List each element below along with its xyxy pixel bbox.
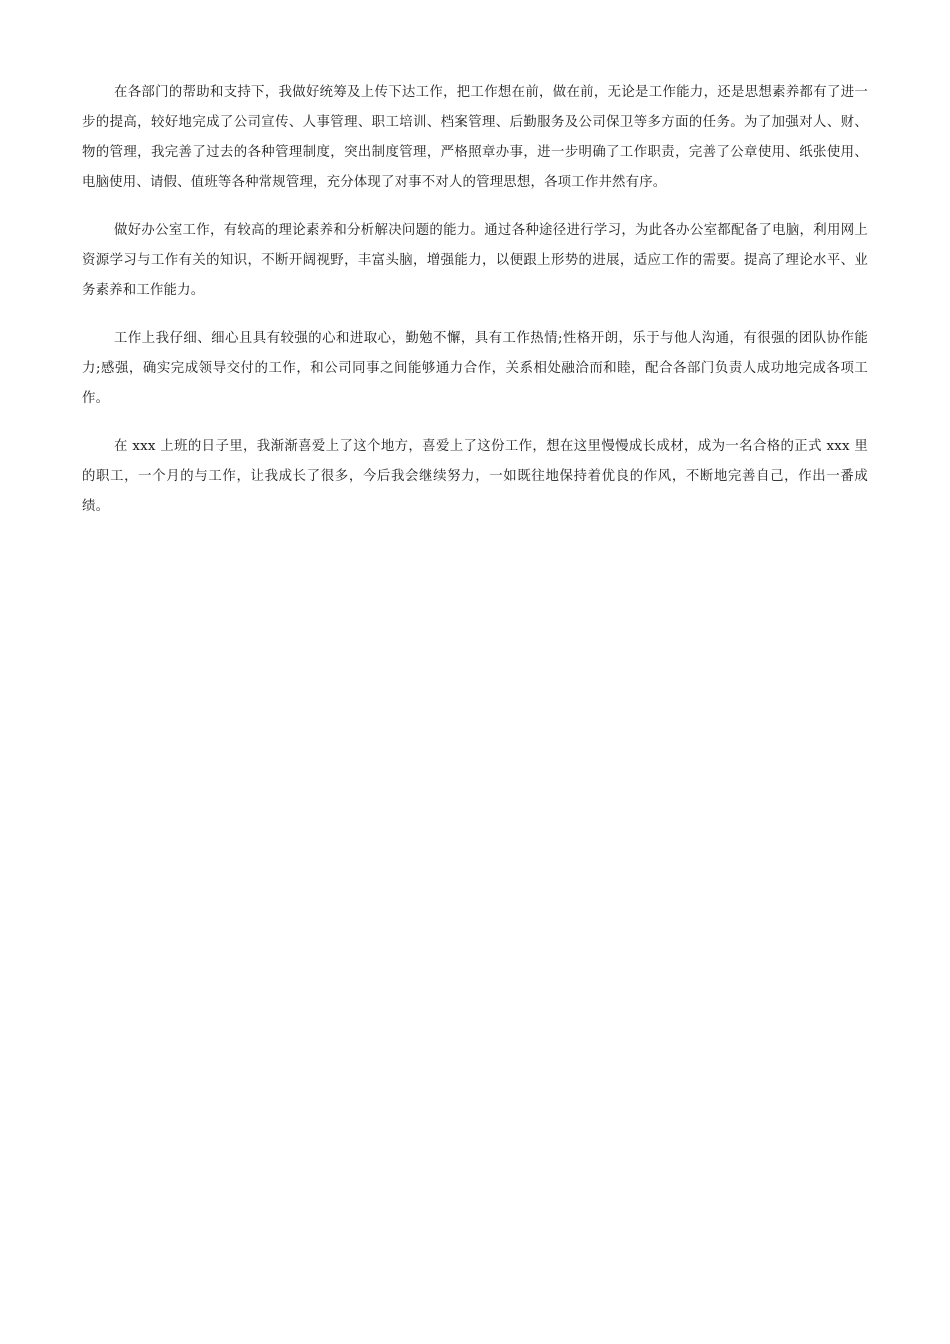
- paragraph-2: 做好办公室工作，有较高的理论素养和分析解决问题的能力。通过各种途径进行学习，为此各办公室都配备了电脑，利用网上资源学习与工作有关的知识，不断开阔视野，丰富头脑，增强能力，以便跟上形势的进展，适应工作的需要。提高了理论水平、业务素养和工作能力。: [82, 223, 868, 298]
- paragraph-3: 工作上我仔细、细心且具有较强的心和进取心，勤勉不懈，具有工作热情;性格开朗，乐于与他人沟通，有很强的团队协作能力;感强，确实完成领导交付的工作，和公司同事之间能够通力合作，关系相处融洽而和睦，配合各部门负责人成功地完成各项工作。: [82, 331, 868, 406]
- paragraph-4: 在 xxx 上班的日子里，我渐渐喜爱上了这个地方，喜爱上了这份工作，想在这里慢慢成长成材，成为一名合格的正式 xxx 里的职工，一个月的与工作，让我成长了很多，今后我会继续努力，一如既往地保持着优良的作风，不断地完善自己，作出一番成绩。: [82, 439, 868, 514]
- document-body: [82, 78, 868, 540]
- paragraph-1: 在各部门的帮助和支持下，我做好统筹及上传下达工作，把工作想在前，做在前，无论是工作能力，还是思想素养都有了进一步的提高，较好地完成了公司宣传、人事管理、职工培训、档案管理、后勤服务及公司保卫等多方面的任务。为了加强对人、财、物的管理，我完善了过去的各种管理制度，突出制度管理，严格照章办事，进一步明确了工作职责，完善了公章使用、纸张使用、电脑使用、请假、值班等各种常规管理，充分体现了对事不对人的管理思想，各项工作井然有序。: [82, 85, 868, 190]
